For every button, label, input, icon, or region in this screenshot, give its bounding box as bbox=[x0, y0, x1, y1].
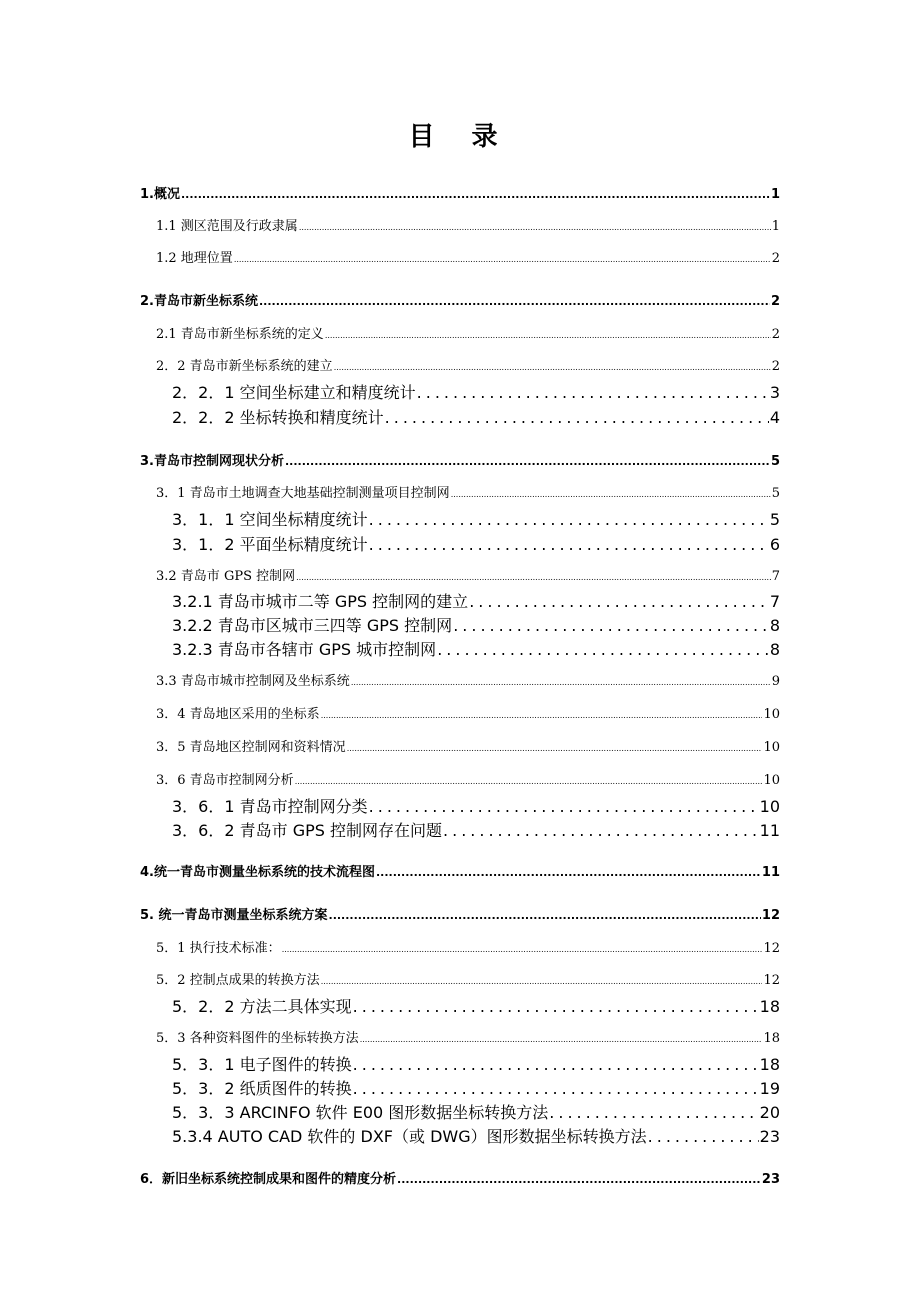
toc-entry[interactable] bbox=[172, 818, 780, 841]
toc-entry-page-number: 3 bbox=[769, 383, 780, 402]
toc-entry-title: 3.3 青岛市城市控制网及坐标系统 bbox=[156, 674, 350, 689]
toc-entry-title: 1.概况 bbox=[140, 187, 180, 202]
toc-entry[interactable] bbox=[156, 247, 780, 266]
toc-leader-dots bbox=[353, 1055, 759, 1074]
toc-entry-page-number: 18 bbox=[759, 997, 780, 1016]
toc-entry[interactable] bbox=[172, 637, 780, 660]
toc-entry-page-number: 6 bbox=[769, 535, 780, 554]
toc-leader-dots bbox=[451, 490, 771, 499]
toc-entry-title: 3．5 青岛地区控制网和资料情况 bbox=[156, 740, 346, 755]
toc-leader-dots bbox=[360, 1035, 763, 1044]
toc-leader-dots bbox=[351, 678, 771, 687]
toc-entry-page-number: 5 bbox=[770, 454, 780, 469]
toc-entry-page-number: 2 bbox=[771, 359, 780, 374]
toc-leader-dots bbox=[259, 295, 770, 308]
toc-entry[interactable] bbox=[156, 355, 780, 374]
toc-leader-dots bbox=[453, 616, 769, 635]
toc-leader-dots bbox=[369, 535, 769, 554]
toc-entry[interactable] bbox=[156, 565, 780, 584]
toc-entry-page-number: 10 bbox=[763, 773, 780, 788]
toc-entry[interactable] bbox=[156, 703, 780, 722]
toc-entry[interactable] bbox=[156, 482, 780, 501]
toc-entry-title: 3．6 青岛市控制网分析 bbox=[156, 773, 294, 788]
toc-entry[interactable] bbox=[172, 794, 780, 817]
toc-entry-title: 3.青岛市控制网现状分析 bbox=[140, 454, 284, 469]
toc-entry-title: 5．3．1 电子图件的转换 bbox=[172, 1055, 352, 1074]
toc-entry-page-number: 12 bbox=[763, 973, 780, 988]
toc-leader-dots bbox=[299, 223, 771, 232]
toc-entry-page-number: 19 bbox=[759, 1079, 780, 1098]
toc-entry-title: 3．1 青岛市土地调查大地基础控制测量项目控制网 bbox=[156, 486, 450, 501]
toc-entry-title: 3．6．1 青岛市控制网分类 bbox=[172, 797, 368, 816]
toc-entry-page-number: 2 bbox=[771, 327, 780, 342]
toc-entry[interactable] bbox=[156, 1027, 780, 1046]
toc-entry-page-number: 12 bbox=[761, 908, 780, 923]
toc-entry-title: 1.1 测区范围及行政隶属 bbox=[156, 219, 298, 234]
toc-entry-page-number: 2 bbox=[771, 251, 780, 266]
toc-entry-title: 2．2 青岛市新坐标系统的建立 bbox=[156, 359, 333, 374]
toc-entry-page-number: 20 bbox=[759, 1103, 780, 1122]
toc-leader-dots bbox=[329, 909, 761, 922]
toc-entry[interactable] bbox=[156, 215, 780, 234]
toc-entry-page-number: 11 bbox=[759, 821, 780, 840]
toc-entry[interactable] bbox=[140, 450, 780, 469]
toc-leader-dots bbox=[549, 1103, 758, 1122]
toc-entry-page-number: 10 bbox=[763, 740, 780, 755]
toc-entry-title: 2.青岛市新坐标系统 bbox=[140, 294, 258, 309]
toc-entry-page-number: 7 bbox=[769, 592, 780, 611]
toc-entry[interactable] bbox=[172, 994, 780, 1017]
toc-entry-page-number: 23 bbox=[761, 1172, 780, 1187]
toc-entry[interactable] bbox=[172, 405, 780, 428]
toc-entry-page-number: 10 bbox=[763, 707, 780, 722]
toc-leader-dots bbox=[369, 510, 769, 529]
toc-entry[interactable] bbox=[172, 1100, 780, 1123]
toc-leader-dots bbox=[347, 744, 763, 753]
toc-leader-dots bbox=[469, 592, 769, 611]
toc-entry[interactable] bbox=[140, 1168, 780, 1187]
toc-entry[interactable] bbox=[172, 532, 780, 555]
toc-leader-dots bbox=[385, 408, 769, 427]
toc-entry-title: 3．1．2 平面坐标精度统计 bbox=[172, 535, 368, 554]
toc-entry[interactable] bbox=[156, 736, 780, 755]
toc-entry-page-number: 12 bbox=[763, 941, 780, 956]
toc-entry-title: 5．1 执行技术标准： bbox=[156, 941, 281, 956]
toc-entry[interactable] bbox=[172, 613, 780, 636]
toc-entry-title: 4.统一青岛市测量坐标系统的技术流程图 bbox=[140, 865, 375, 880]
toc-entry[interactable] bbox=[156, 769, 780, 788]
toc-leader-dots bbox=[321, 711, 763, 720]
toc-entry-page-number: 23 bbox=[759, 1127, 780, 1146]
toc-leader-dots bbox=[321, 977, 763, 986]
toc-entry-title: 5．3 各种资料图件的坐标转换方法 bbox=[156, 1031, 359, 1046]
toc-entry[interactable] bbox=[172, 380, 780, 403]
toc-entry-title: 3.2.1 青岛市城市二等 GPS 控制网的建立 bbox=[172, 592, 469, 611]
toc-entry[interactable] bbox=[156, 323, 780, 342]
toc-entry-page-number: 4 bbox=[769, 408, 780, 427]
toc-leader-dots bbox=[369, 797, 759, 816]
toc-entry-title: 5. 统一青岛市测量坐标系统方案 bbox=[140, 908, 328, 923]
toc-leader-dots bbox=[334, 363, 771, 372]
toc-entry-page-number: 8 bbox=[769, 616, 780, 635]
toc-leader-dots bbox=[376, 866, 761, 879]
toc-leader-dots bbox=[282, 945, 763, 954]
toc-entry-page-number: 1 bbox=[770, 187, 780, 202]
toc-entry-title: 5．3．3 ARCINFO 软件 E00 图形数据坐标转换方法 bbox=[172, 1103, 549, 1122]
toc-entry[interactable] bbox=[156, 670, 780, 689]
toc-entry[interactable] bbox=[172, 1124, 780, 1147]
toc-entry[interactable] bbox=[140, 861, 780, 880]
toc-entry-page-number: 1 bbox=[771, 219, 780, 234]
toc-entry-page-number: 9 bbox=[771, 674, 780, 689]
toc-entry-title: 1.2 地理位置 bbox=[156, 251, 233, 266]
toc-entry[interactable] bbox=[140, 290, 780, 309]
toc-leader-dots bbox=[397, 1173, 761, 1186]
toc-entry-page-number: 8 bbox=[769, 640, 780, 659]
toc-entry-title: 6．新旧坐标系统控制成果和图件的精度分析 bbox=[140, 1172, 397, 1187]
toc-entry-title: 2．2．1 空间坐标建立和精度统计 bbox=[172, 383, 416, 402]
toc-leader-dots bbox=[443, 821, 759, 840]
toc-entry[interactable] bbox=[140, 904, 780, 923]
toc-entry-title: 3．1．1 空间坐标精度统计 bbox=[172, 510, 368, 529]
toc-entry-title: 3．6．2 青岛市 GPS 控制网存在问题 bbox=[172, 821, 443, 840]
toc-entry-page-number: 5 bbox=[769, 510, 780, 529]
toc-entry[interactable] bbox=[156, 969, 780, 988]
toc-leader-dots bbox=[353, 1079, 759, 1098]
toc-entry-title: 3.2.2 青岛市区城市三四等 GPS 控制网 bbox=[172, 616, 453, 635]
page-title: 目 录 bbox=[408, 122, 512, 152]
toc-entry-page-number: 2 bbox=[770, 294, 780, 309]
toc-entry-title: 5.3.4 AUTO CAD 软件的 DXF（或 DWG）图形数据坐标转换方法 bbox=[172, 1127, 647, 1146]
toc-entry-page-number: 18 bbox=[759, 1055, 780, 1074]
toc-leader-dots bbox=[353, 997, 759, 1016]
toc-entry[interactable] bbox=[172, 589, 780, 612]
toc-entry-title: 3．4 青岛地区采用的坐标系 bbox=[156, 707, 320, 722]
toc-entry-title: 2.1 青岛市新坐标系统的定义 bbox=[156, 327, 324, 342]
toc-entry-page-number: 7 bbox=[771, 569, 780, 584]
toc-leader-dots bbox=[417, 383, 769, 402]
toc-entry-title: 2．2．2 坐标转换和精度统计 bbox=[172, 408, 384, 427]
toc-leader-dots bbox=[437, 640, 769, 659]
toc-entry-page-number: 11 bbox=[761, 865, 780, 880]
toc-entry-title: 5．3．2 纸质图件的转换 bbox=[172, 1079, 352, 1098]
toc-entry-page-number: 10 bbox=[759, 797, 780, 816]
toc-leader-dots bbox=[648, 1127, 759, 1146]
toc-leader-dots bbox=[181, 188, 770, 201]
toc-leader-dots bbox=[295, 777, 763, 786]
toc-entry[interactable] bbox=[172, 1076, 780, 1099]
toc-leader-dots bbox=[234, 255, 771, 264]
toc-leader-dots bbox=[296, 573, 771, 582]
toc-entry[interactable] bbox=[156, 937, 780, 956]
toc-entry-page-number: 18 bbox=[763, 1031, 780, 1046]
toc-leader-dots bbox=[285, 455, 770, 468]
toc-entry[interactable] bbox=[140, 183, 780, 202]
toc-entry[interactable] bbox=[172, 1052, 780, 1075]
toc-entry-title: 5．2．2 方法二具体实现 bbox=[172, 997, 352, 1016]
toc-leader-dots bbox=[325, 331, 771, 340]
toc-entry-page-number: 5 bbox=[771, 486, 780, 501]
toc-entry-title: 3.2 青岛市 GPS 控制网 bbox=[156, 569, 296, 584]
toc-entry[interactable] bbox=[172, 507, 780, 530]
toc-entry-title: 3.2.3 青岛市各辖市 GPS 城市控制网 bbox=[172, 640, 437, 659]
toc-entry-title: 5．2 控制点成果的转换方法 bbox=[156, 973, 320, 988]
